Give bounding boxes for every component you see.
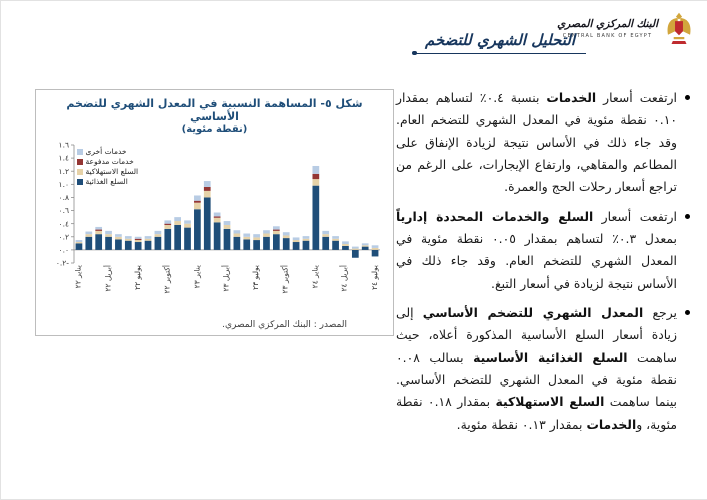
bullet-dot-icon <box>685 214 690 219</box>
bar-segment <box>203 197 210 249</box>
bar-segment <box>164 225 171 229</box>
bar-segment <box>332 236 339 239</box>
bar-segment <box>75 240 82 242</box>
bar-segment <box>144 241 151 250</box>
bar-segment <box>351 247 358 249</box>
bar-segment <box>361 245 368 246</box>
legend-swatch-icon <box>77 169 83 175</box>
bar-segment <box>124 241 131 250</box>
bar-segment <box>223 225 230 229</box>
bar-segment <box>203 187 210 191</box>
bar-segment <box>272 231 279 234</box>
legend-label: خدمات مدفوعة <box>85 157 134 166</box>
bullet-text: ارتفعت أسعار السلع والخدمات المحددة إدارياً بمعدل ٠.٣٪ لتساهم بمقدار ٠.٠٥ نقطة مئوية في المعدل الشهري للتضخم العام. وقد جاء ذلك في الأساس نتيجة لزيادة في أسعار التبغ. <box>396 208 677 291</box>
bullet-item <box>396 206 692 295</box>
bar-segment <box>134 242 141 250</box>
legend-item <box>77 178 139 186</box>
y-axis-label: ٠.٠ <box>58 245 69 255</box>
bar-segment <box>194 201 201 203</box>
bullet-item <box>396 302 692 436</box>
bar-segment <box>233 230 240 233</box>
x-axis-label: أبريل ٢٣ <box>221 265 231 292</box>
x-axis-label: أكتوبر ٢٢ <box>162 265 172 294</box>
bar-segment <box>292 237 299 240</box>
page-title: التحليل الشهري للتضخم <box>424 31 576 49</box>
bullet-text: يرجع المعدل الشهري للتضخم الأساسي إلى زيادة أسعار السلع الأساسية المذكورة أعلاه، حيث ساهمت السلع الغذائية الأساسية بسالب ٠.٠٨ نقطة مئوية في المعدل الشهري للتضخم الأساسي. بينما ساهمت السلع الاستهلاكية بمقدار ٠.١٨ نقطة مئوية، والخدمات بمقدار ٠.١٣ نقطة مئوية. <box>396 304 678 432</box>
bullet-text: ارتفعت أسعار الخدمات بنسبة ٠.٤٪ لتساهم بمقدار ٠.١٠ نقطة مئوية في المعدل الشهري للتضخم العام. وقد جاء ذلك في الأساس نتيجة لزيادة الإنفاق على المطاعم والمقاهي، وارتفاع الإيجارات، على الرغم من تراجع أسعار رحلات الحج والعمرة. <box>396 90 677 195</box>
bar-segment <box>263 234 270 237</box>
bar-segment <box>243 239 250 249</box>
bar-segment <box>134 237 141 239</box>
bar-segment <box>263 237 270 250</box>
cbe-bank-name-english: CENTRAL BANK OF EGYPT <box>562 33 653 39</box>
x-axis-label: يوليو ٢٢ <box>132 265 142 290</box>
cbe-eagle-icon <box>664 11 694 48</box>
bar-segment <box>95 227 102 230</box>
chart-area <box>44 137 386 309</box>
bar-segment <box>164 229 171 250</box>
y-axis-label: ١.٦ <box>58 140 69 150</box>
y-axis-label: ٠.٨ <box>58 193 69 203</box>
bar-segment <box>194 209 201 250</box>
bar-segment <box>154 234 161 237</box>
bar-segment <box>164 220 171 223</box>
legend-swatch-icon <box>77 149 83 155</box>
figure-source: المصدر : البنك المركزي المصري. <box>222 320 347 330</box>
bar-segment <box>144 236 151 239</box>
bar-segment <box>351 250 358 258</box>
bar-segment <box>213 213 220 217</box>
bar-segment <box>253 237 260 240</box>
bar-segment <box>164 224 171 225</box>
bar-segment <box>332 241 339 250</box>
bar-segment <box>371 248 378 250</box>
bar-segment <box>124 236 131 239</box>
y-axis-label: ١.٤ <box>58 153 69 163</box>
x-axis-label: أكتوبر ٢٣ <box>280 265 290 294</box>
bar-segment <box>223 221 230 225</box>
bar-segment <box>302 239 309 241</box>
bar-segment <box>263 230 270 233</box>
bar-segment <box>105 234 112 237</box>
x-axis-label: أبريل ٢٢ <box>103 265 113 292</box>
bar-segment <box>194 195 201 200</box>
bar-segment <box>233 234 240 237</box>
bar-segment <box>174 217 181 221</box>
bar-segment <box>75 243 82 250</box>
bar-segment <box>371 250 378 257</box>
bar-segment <box>154 231 161 234</box>
title-underline-dot <box>412 51 417 56</box>
bar-segment <box>292 240 299 242</box>
bar-segment <box>272 234 279 250</box>
x-axis-label: يناير ٢٢ <box>73 265 83 289</box>
bar-segment <box>134 239 141 240</box>
bar-segment <box>213 218 220 223</box>
bar-segment <box>184 228 191 250</box>
cbe-bank-name-arabic: البنك المركزي المصري <box>557 18 658 30</box>
bar-segment <box>203 181 210 187</box>
bar-segment <box>342 241 349 244</box>
analysis-bullets <box>396 87 692 443</box>
bar-segment <box>322 237 329 250</box>
x-axis-label: أبريل ٢٤ <box>339 265 349 292</box>
bar-segment <box>134 240 141 242</box>
bar-segment <box>194 203 201 210</box>
legend-label: السلع الغذائية <box>85 177 128 186</box>
bar-segment <box>243 234 250 237</box>
bar-segment <box>75 242 82 243</box>
bar-segment <box>233 237 240 250</box>
bar-segment <box>144 239 151 241</box>
x-axis-label: يوليو ٢٤ <box>369 265 379 290</box>
bar-segment <box>154 237 161 250</box>
bar-segment <box>312 179 319 186</box>
bar-segment <box>371 245 378 248</box>
bar-segment <box>124 239 131 241</box>
bar-segment <box>213 216 220 217</box>
bar-segment <box>361 247 368 250</box>
bar-segment <box>332 239 339 241</box>
bar-segment <box>272 226 279 229</box>
x-axis-label: يناير ٢٤ <box>310 265 320 289</box>
bar-segment <box>342 244 349 246</box>
y-axis-label: ١.٠ <box>58 179 69 189</box>
bar-segment <box>223 229 230 250</box>
bar-segment <box>351 249 358 250</box>
bar-segment <box>213 222 220 250</box>
bar-segment <box>174 225 181 250</box>
bar-segment <box>312 174 319 179</box>
bar-segment <box>85 234 92 237</box>
bullet-item <box>396 87 692 199</box>
bar-segment <box>105 231 112 234</box>
y-axis-label: ٠.٢ <box>58 232 69 242</box>
bar-segment <box>174 221 181 225</box>
bar-segment <box>322 231 329 234</box>
figure-panel <box>35 89 394 336</box>
figure-title: شكل ٥- المساهمة النسبية في المعدل الشهري للتضخم الأساسي <box>66 97 363 123</box>
bar-segment <box>322 234 329 237</box>
bar-segment <box>253 234 260 237</box>
bullet-dot-icon <box>685 310 690 315</box>
legend-swatch-icon <box>77 179 83 185</box>
bar-segment <box>292 242 299 250</box>
bar-segment <box>312 186 319 250</box>
bar-segment <box>243 237 250 240</box>
bar-segment <box>302 241 309 250</box>
x-axis-label: يوليو ٢٣ <box>251 265 261 290</box>
legend-label: خدمات أخرى <box>85 147 127 156</box>
bar-segment <box>312 166 319 174</box>
bar-segment <box>115 239 122 249</box>
bar-segment <box>115 234 122 237</box>
legend-item <box>77 168 139 176</box>
legend-item <box>77 148 139 156</box>
bar-segment <box>282 235 289 238</box>
bar-segment <box>203 191 210 198</box>
bar-segment <box>302 236 309 239</box>
bar-segment <box>115 237 122 240</box>
bar-segment <box>105 237 112 250</box>
bar-segment <box>282 232 289 235</box>
bar-segment <box>85 237 92 250</box>
bar-segment <box>184 220 191 223</box>
title-underline <box>414 53 586 54</box>
document-title-block <box>414 31 586 54</box>
bullet-dot-icon <box>685 95 690 100</box>
bar-segment <box>253 240 260 250</box>
bar-segment <box>95 230 102 231</box>
bar-segment <box>95 231 102 234</box>
y-axis-label: ٠.٤ <box>58 219 69 229</box>
bar-segment <box>342 246 349 250</box>
bar-segment <box>184 224 191 228</box>
bar-segment <box>85 232 92 235</box>
bar-segment <box>95 234 102 250</box>
legend-swatch-icon <box>77 159 83 165</box>
y-axis-label: ٠.٦ <box>58 206 69 216</box>
bar-segment <box>361 243 368 245</box>
chart-legend <box>77 148 139 188</box>
bar-segment <box>282 238 289 250</box>
y-axis-label: ٠.٢- <box>55 258 69 268</box>
legend-item <box>77 158 139 166</box>
x-axis-label: يناير ٢٣ <box>191 265 201 289</box>
figure-subtitle: (نقطة مئوية) <box>181 124 248 135</box>
y-axis-label: ١.٢ <box>58 166 69 176</box>
bar-segment <box>272 230 279 231</box>
legend-label: السلع الاستهلاكية <box>85 167 139 176</box>
